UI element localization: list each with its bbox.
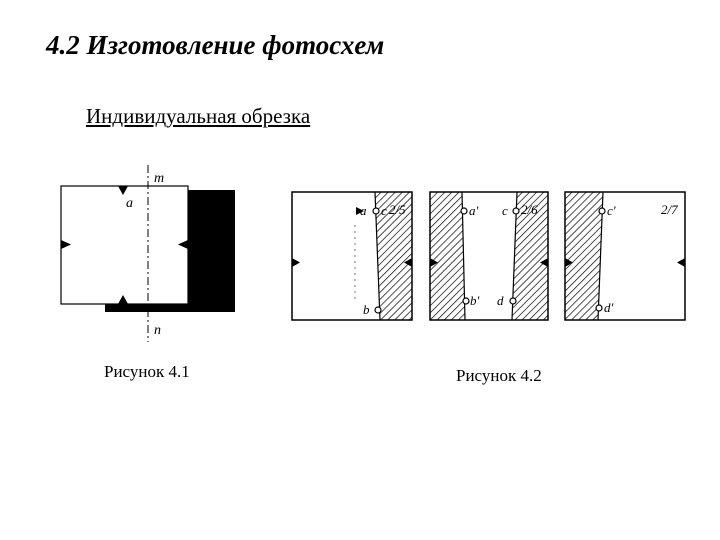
- label-sheet-number: 2/5: [389, 202, 406, 217]
- label-b: b: [363, 302, 370, 317]
- label-a: a: [360, 203, 367, 218]
- point-b-prime: [463, 298, 469, 304]
- point-a: [373, 208, 379, 214]
- hatched-left-strip: [430, 192, 465, 320]
- point-a-prime: [461, 208, 467, 214]
- point-b: [375, 307, 381, 313]
- figure-4-1-caption: Рисунок 4.1: [104, 362, 190, 381]
- figure-4-1: [55, 160, 245, 345]
- figure-4-2-panel-2: [430, 192, 548, 320]
- figure-4-2-panel-1: [292, 192, 412, 320]
- hatched-left-strip: [565, 192, 603, 320]
- light-photo-rect: [61, 186, 188, 304]
- figure-4-2-caption: Рисунок 4.2: [456, 366, 542, 385]
- label-c: c: [381, 203, 387, 218]
- label-sheet-number: 2/7: [661, 202, 678, 217]
- label-m: m: [154, 171, 165, 186]
- label-d: d: [497, 293, 504, 308]
- label-c-prime: c': [607, 203, 616, 218]
- label-d-prime: d': [604, 300, 614, 315]
- label-b-prime: b': [470, 293, 480, 308]
- figure-4-2: [285, 185, 690, 325]
- label-sheet-number: 2/6: [521, 202, 538, 217]
- point-c: [513, 208, 519, 214]
- label-a: a: [126, 196, 133, 211]
- point-c-prime: [599, 208, 605, 214]
- page-title: 4.2 Изготовление фотосхем: [46, 30, 385, 60]
- label-n: n: [154, 323, 161, 338]
- label-c: c: [502, 203, 508, 218]
- point-d: [510, 298, 516, 304]
- figure-4-2-panel-3: [565, 192, 685, 320]
- point-d-prime: [596, 305, 602, 311]
- label-a-prime: a': [469, 203, 479, 218]
- label-b: b: [156, 291, 163, 306]
- section-subtitle: Индивидуальная обрезка: [86, 104, 311, 128]
